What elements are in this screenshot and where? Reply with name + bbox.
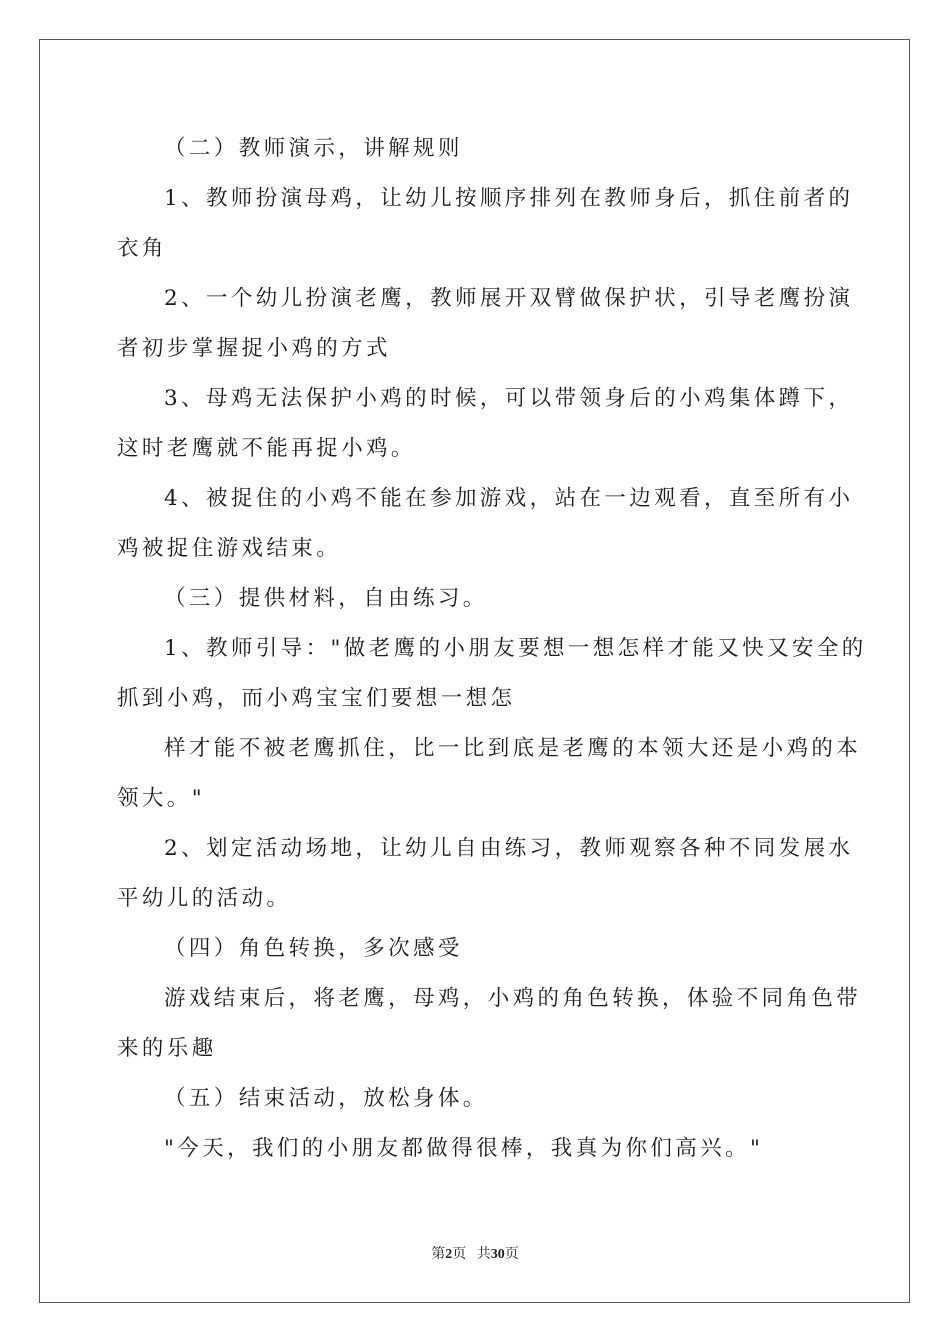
paragraph-line: 游戏结束后，将老鹰，母鸡，小鸡的角色转换，体验不同角色带 <box>164 986 862 1011</box>
section-heading-3: （三）提供材料，自由练习。 <box>164 586 488 611</box>
section-heading-2: （二）教师演示，讲解规则 <box>164 136 463 161</box>
paragraph-line: 平幼儿的活动。 <box>117 886 292 911</box>
page-suffix: 页 <box>452 1247 467 1262</box>
paragraph-line: "今天，我们的小朋友都做得很棒，我真为你们高兴。" <box>164 1136 764 1161</box>
paragraph-line: 2、划定活动场地，让幼儿自由练习，教师观察各种不同发展水 <box>164 836 854 861</box>
paragraph-line: 1、教师扮演母鸡，让幼儿按顺序排列在教师身后，抓住前者的 <box>164 186 854 211</box>
paragraph-line: 这时老鹰就不能再捉小鸡。 <box>117 436 416 461</box>
page-number: 2 <box>445 1247 453 1262</box>
paragraph-line: 3、母鸡无法保护小鸡的时候，可以带领身后的小鸡集体蹲下， <box>164 386 854 411</box>
paragraph-line: 2、一个幼儿扮演老鹰，教师展开双臂做保护状，引导老鹰扮演 <box>164 286 854 311</box>
total-pages: 30 <box>490 1247 505 1262</box>
paragraph-line: 衣角 <box>117 236 167 261</box>
total-suffix: 页 <box>504 1247 519 1262</box>
paragraph-line: 鸡被捉住游戏结束。 <box>117 536 342 561</box>
paragraph-line: 抓到小鸡，而小鸡宝宝们要想一想怎 <box>117 686 516 711</box>
paragraph-line: 者初步掌握捉小鸡的方式 <box>117 336 391 361</box>
section-heading-4: （四）角色转换，多次感受 <box>164 936 463 961</box>
page-prefix: 第 <box>431 1247 446 1262</box>
total-prefix: 共 <box>476 1247 491 1262</box>
page-footer <box>0 1246 950 1264</box>
paragraph-line: 来的乐趣 <box>117 1036 217 1061</box>
page-border <box>39 39 910 1303</box>
paragraph-line: 样才能不被老鹰抓住，比一比到底是老鹰的本领大还是小鸡的本 <box>164 736 862 761</box>
paragraph-line: 领大。" <box>117 786 205 811</box>
paragraph-line: 1、教师引导："做老鹰的小朋友要想一想怎样才能又快又安全的 <box>164 636 867 661</box>
section-heading-5: （五）结束活动，放松身体。 <box>164 1086 488 1111</box>
paragraph-line: 4、被捉住的小鸡不能在参加游戏，站在一边观看，直至所有小 <box>164 486 854 511</box>
